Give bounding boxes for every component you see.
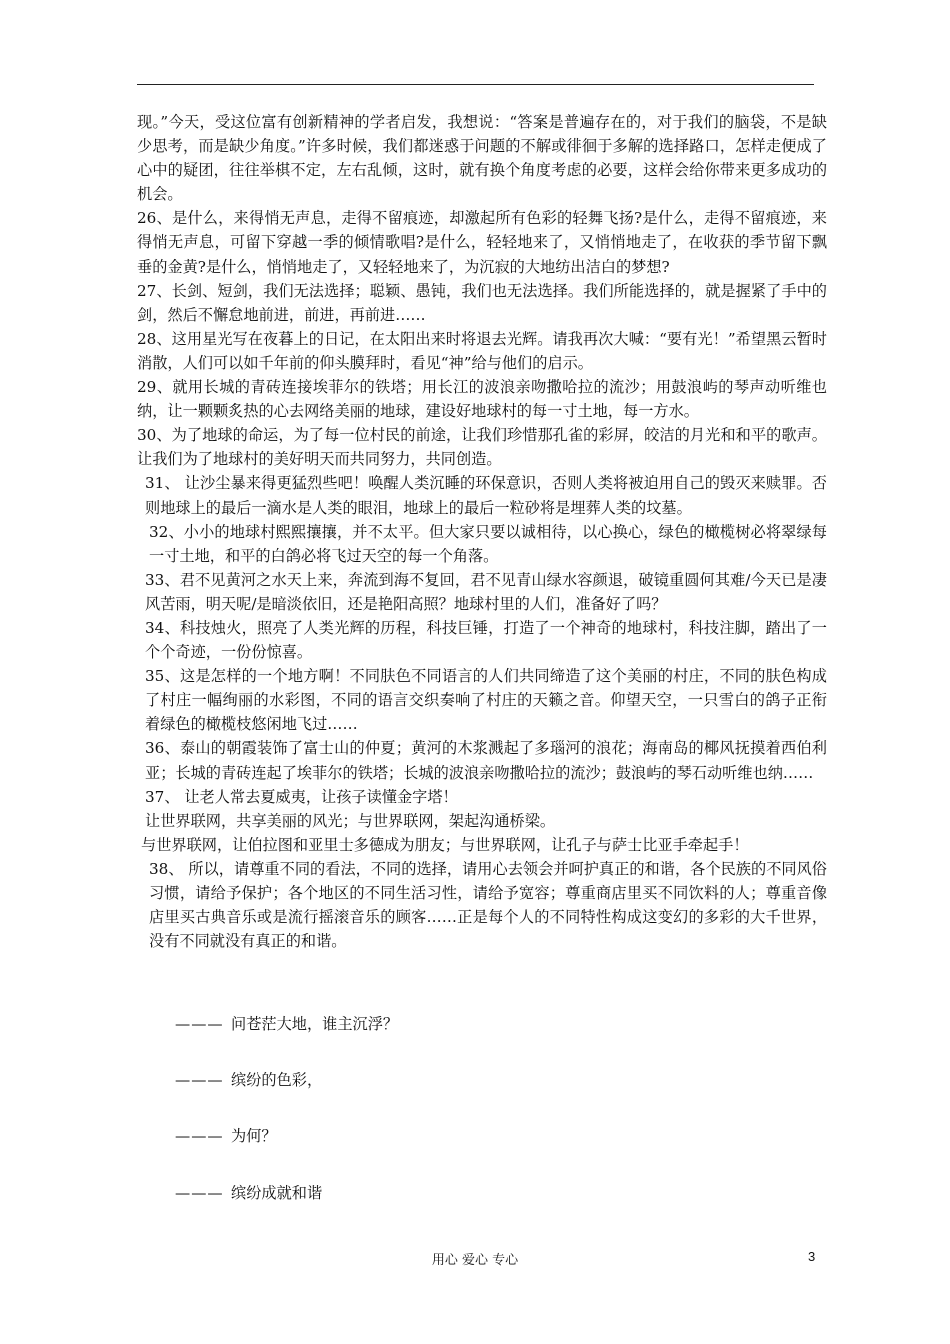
paragraph-26: 26、是什么，来得悄无声息，走得不留痕迹，却激起所有色彩的轻舞飞扬?是什么，走得不留痕迹，来得悄无声息，可留下穿越一季的倾情歌唱?是什么，轻轻地来了，又悄悄地走了，在收获的季节留下飘垂的金黄?是什么，悄悄地走了，又轻轻地来了，为沉寂的大地纺出洁白的梦想?: [137, 209, 827, 276]
page-number: 3: [808, 1249, 816, 1264]
tail-line-2: [175, 1069, 775, 1090]
paragraph-37: 37、 让老人常去夏威夷，让孩子读懂金字塔！: [145, 787, 458, 806]
paragraph-30: 30、为了地球的命运，为了每一位村民的前途，让我们珍惜那孔雀的彩屏，皎洁的月光和和平的歌声。让我们为了地球村的美好明天而共同努力，共同创造。: [137, 426, 827, 469]
header-rule: [137, 84, 814, 85]
paragraph-38: 38、 所以，请尊重不同的看法，不同的选择，请用心去领会并呵护真正的和谐，各个民族的不同风俗习惯，请给予保护；各个地区的不同生活习性，请给予宽容；尊重商店里买不同饮料的人；尊重音像店里买古典音乐或是流行摇滚音乐的顾客……正是每个人的不同特性构成这变幻的多彩的大千世界，没有不同就没有真正的和谐。: [149, 859, 827, 951]
tail-line-3: [175, 1125, 775, 1146]
tail-text: 为何？: [231, 1127, 277, 1145]
paragraph-37-line3: 与世界联网，让伯拉图和亚里士多德成为朋友；与世界联网，让孔子与萨士比亚手牵起手！: [141, 835, 749, 854]
tail-dash: ———: [175, 1071, 224, 1089]
paragraph-28: 28、这用星光写在夜暮上的日记，在太阳出来时将退去光辉。请我再次大喊：“要有光！”希望黑云暂时消散，人们可以如千年前的仰头膜拜时，看见“神”给与他们的启示。: [137, 329, 827, 372]
tail-text: 缤纷成就和谐: [231, 1184, 323, 1202]
tail-line-4: [175, 1182, 775, 1203]
body-text: [137, 110, 827, 953]
paragraph-31: 31、 让沙尘暴来得更猛烈些吧！唤醒人类沉睡的环保意识，否则人类将被迫用自己的毁灭来赎罪。否则地球上的最后一滴水是人类的眼泪，地球上的最后一粒砂将是埋葬人类的坟墓。: [145, 474, 827, 517]
paragraph-29: 29、就用长城的青砖连接埃菲尔的铁塔；用长江的波浪亲吻撒哈拉的流沙；用鼓浪屿的琴声动听维也纳，让一颗颗炙热的心去网络美丽的地球，建设好地球村的每一寸土地，每一方水。: [137, 378, 827, 421]
paragraph-35: 35、这是怎样的一个地方啊！不同肤色不同语言的人们共同缔造了这个美丽的村庄，不同的肤色构成了村庄一幅绚丽的水彩图，不同的语言交织奏响了村庄的天籁之音。仰望天空，一只雪白的鸽子正衔着绿色的橄榄枝悠闲地飞过……: [145, 667, 827, 734]
tail-text: 问苍茫大地，谁主沉浮？: [231, 1015, 399, 1033]
paragraph-intro: 现。”今天，受这位富有创新精神的学者启发，我想说：“答案是普遍存在的，对于我们的脑袋，不是缺少思考，而是缺少角度。”许多时候，我们都迷惑于问题的不解或徘徊于多解的选择路口，怎样走便成了心中的疑团，往往举棋不定，左右乱倾，这时，就有换个角度考虑的必要，这样会给你带来更多成功的机会。: [137, 113, 827, 204]
footer-text: 用心 爱心 专心: [431, 1253, 519, 1268]
tail-line-1: [175, 1013, 775, 1034]
tail-dash: ———: [175, 1184, 224, 1202]
paragraph-32: 32、小小的地球村熙熙攘攘，并不太平。但大家只要以诚相待，以心换心，绿色的橄榄树必将翠绿每一寸土地，和平的白鸽必将飞过天空的每一个角落。: [149, 522, 827, 565]
paragraph-34: 34、科技烛火，照亮了人类光辉的历程，科技巨锤，打造了一个神奇的地球村，科技注脚，踏出了一个个奇迹，一份份惊喜。: [145, 618, 827, 662]
paragraph-33: 33、君不见黄河之水天上来，奔流到海不复回，君不见青山绿水容颜退，破镜重圆何其难/今天已是凄风苦雨，明天呢/是暗淡依旧，还是艳阳高照？地球村里的人们，准备好了吗？: [145, 570, 827, 613]
tail-dash: ———: [175, 1015, 224, 1033]
paragraph-36: 36、泰山的朝霞装饰了富士山的仲夏；黄河的木浆溅起了多瑙河的浪花；海南岛的椰风抚摸着西伯利亚；长城的青砖连起了埃菲尔的铁塔；长城的波浪亲吻撒哈拉的流沙；鼓浪屿的琴石动听维也纳……: [145, 739, 827, 782]
paragraph-37-line2: 让世界联网，共享美丽的风光；与世界联网，架起沟通桥梁。: [145, 811, 556, 830]
tail-text: 缤纷的色彩，: [231, 1071, 323, 1089]
tail-dash: ———: [175, 1127, 224, 1145]
paragraph-27: 27、长剑、短剑，我们无法选择；聪颖、愚钝，我们也无法选择。我们所能选择的，就是握紧了手中的剑，然后不懈怠地前进，前进，再前进……: [137, 281, 827, 324]
